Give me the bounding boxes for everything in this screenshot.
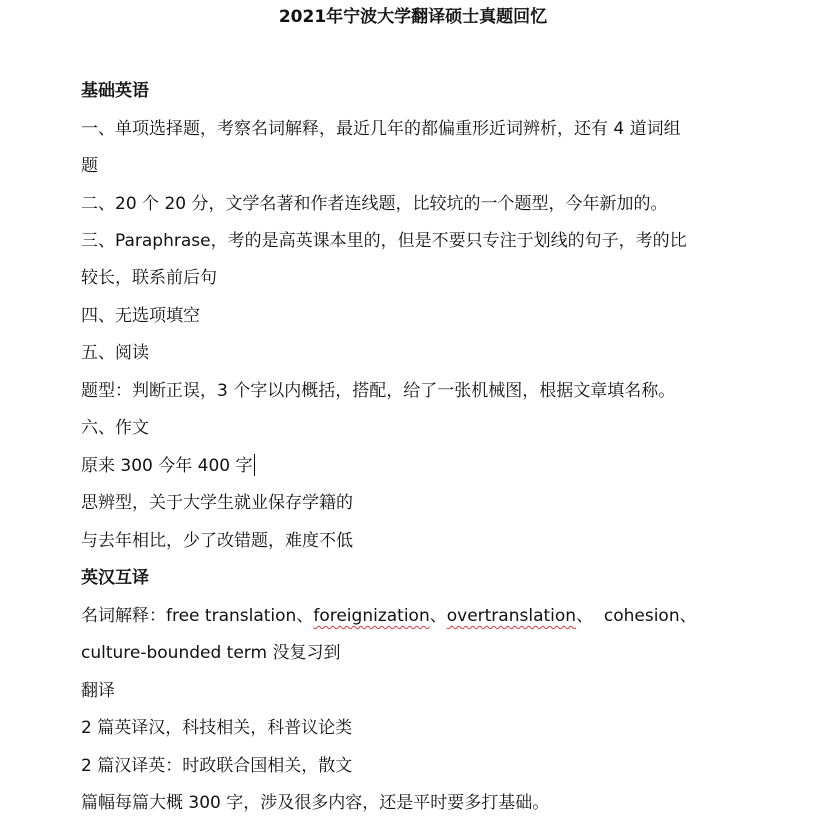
question-3-line-1: 三、Paraphrase，考的是高英课本里的，但是不要只专注于划线的句子，考的比 bbox=[81, 231, 687, 251]
length-note: 篇幅每篇大概 300 字，涉及很多内容，还是平时要多打基础。 bbox=[81, 793, 550, 813]
text-cursor bbox=[254, 454, 255, 476]
chinese-to-english: 2 篇汉译英：时政联合国相关，散文 bbox=[81, 756, 353, 776]
question-2: 二、20 个 20 分，文学名著和作者连线题，比较坑的一个题型，今年新加的。 bbox=[81, 194, 668, 214]
translation-label: 翻译 bbox=[81, 681, 115, 701]
question-6: 六、作文 bbox=[81, 418, 149, 438]
english-to-chinese: 2 篇英译汉，科技相关，科普议论类 bbox=[81, 718, 353, 738]
question-5-types: 题型：判断正误，3 个字以内概括，搭配，给了一张机械图，根据文章填名称。 bbox=[81, 381, 676, 401]
terms-suffix: 、 cohesion、 bbox=[576, 606, 697, 626]
question-6-comparison: 与去年相比，少了改错题，难度不低 bbox=[81, 531, 353, 551]
question-1-line-2: 题 bbox=[81, 156, 98, 176]
question-4: 四、无选项填空 bbox=[81, 306, 200, 326]
question-6-word-count-text: 原来 300 今年 400 字 bbox=[81, 456, 253, 476]
section-heading-translation: 英汉互译 bbox=[81, 568, 149, 588]
question-6-topic: 思辨型，关于大学生就业保存学籍的 bbox=[81, 493, 353, 513]
question-6-word-count[interactable] bbox=[81, 454, 255, 478]
document-title: 2021年宁波大学翻译硕士真题回忆 bbox=[278, 7, 548, 27]
terms-line-1 bbox=[81, 604, 697, 628]
section-heading-basic-english: 基础英语 bbox=[81, 81, 149, 101]
terms-prefix: 名词解释：free translation、 bbox=[81, 606, 314, 626]
question-5: 五、阅读 bbox=[81, 343, 149, 363]
question-3-line-2: 较长，联系前后句 bbox=[81, 268, 217, 288]
question-1-line-1: 一、单项选择题，考察名词解释，最近几年的都偏重形近词辨析，还有 4 道词组 bbox=[81, 119, 681, 139]
term-foreignization[interactable]: foreignization bbox=[313, 606, 430, 626]
terms-line-2: culture-bounded term 没复习到 bbox=[81, 643, 341, 663]
terms-separator: 、 bbox=[429, 606, 447, 626]
term-overtranslation[interactable]: overtranslation bbox=[446, 606, 577, 626]
